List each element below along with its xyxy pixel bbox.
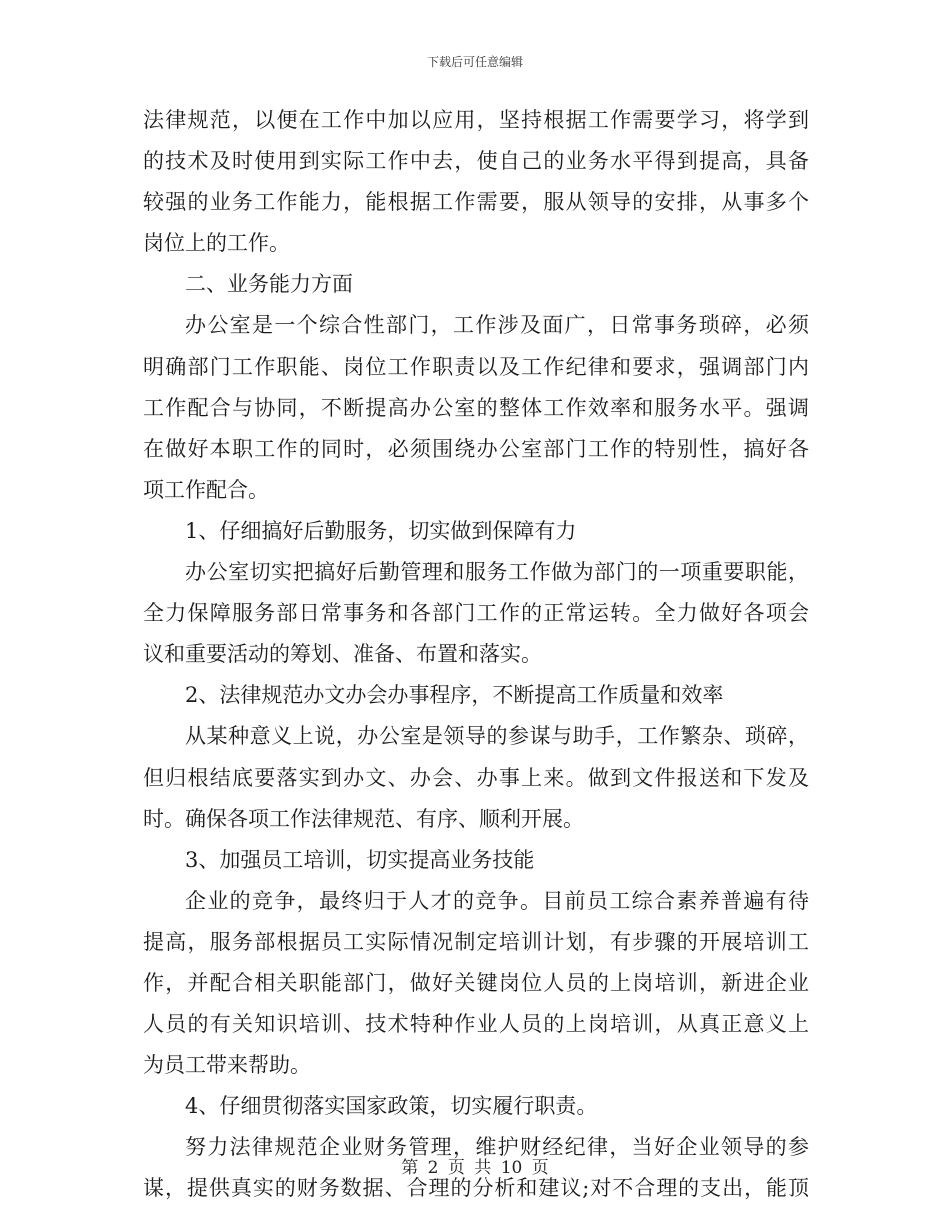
text-line: 4、仔细贯彻落实国家政策，切实履行职责。 [185, 1094, 598, 1119]
text-line: 作，并配合相关职能部门，做好关键岗位人员的上岗培训，新进企业 [143, 970, 809, 995]
text-line: 议和重要活动的筹划、准备、布置和落实。 [143, 642, 542, 667]
text-line: 全力保障服务部日常事务和各部门工作的正常运转。全力做好各项会 [143, 601, 809, 626]
text-line: 明确部门工作职能、岗位工作职责以及工作纪律和要求，强调部门内 [143, 354, 809, 379]
page-footer: 第 2 页 共 10 页 [401, 1158, 549, 1178]
text-line: 办公室切实把搞好后勤管理和服务工作做为部门的一项重要职能， [185, 560, 809, 585]
text-line: 但归根结底要落实到办文、办会、办事上来。做到文件报送和下发及 [143, 765, 809, 790]
text-line: 为员工带来帮助。 [143, 1053, 311, 1078]
text-line: 较强的业务工作能力，能根据工作需要，服从领导的安排，从事多个 [143, 190, 809, 215]
text-line: 项工作配合。 [143, 477, 269, 502]
text-line: 法律规范，以便在工作中加以应用，坚持根据工作需要学习，将学到 [143, 108, 809, 132]
text-line: 时。确保各项工作法律规范、有序、顺利开展。 [143, 806, 584, 831]
text-line: 从某种意义上说，办公室是领导的参谋与助手，工作繁杂、琐碎， [185, 724, 809, 749]
text-line: 1、仔细搞好后勤服务，切实做到保障有力 [185, 518, 577, 543]
text-line: 努力法律规范企业财务管理，维护财经纪律，当好企业领导的参 [185, 1135, 809, 1160]
text-line: 在做好本职工作的同时，必须围绕办公室部门工作的特别性，搞好各 [143, 436, 809, 461]
text-line: 谋，提供真实的财务数据、合理的分析和建议;对不合理的支出，能顶 [143, 1176, 809, 1201]
text-line: 提高，服务部根据员工实际情况制定培训计划，有步骤的开展培训工 [143, 929, 809, 954]
document-body [143, 100, 809, 1210]
text-line: 二、业务能力方面 [185, 272, 353, 297]
text-line: 的技术及时使用到实际工作中去，使自己的业务水平得到提高，具备 [143, 149, 809, 174]
text-line: 岗位上的工作。 [143, 231, 290, 256]
text-line: 人员的有关知识培训、技术特种作业人员的上岗培训，从真正意义上 [143, 1012, 809, 1037]
page-header: 下载后可任意编辑 [426, 55, 523, 69]
text-line: 企业的竞争，最终归于人才的竞争。目前员工综合素养普遍有待 [185, 888, 809, 913]
text-line: 2、法律规范办文办会办事程序，不断提高工作质量和效率 [185, 683, 724, 708]
text-line: 办公室是一个综合性部门，工作涉及面广，日常事务琐碎，必须 [185, 313, 809, 338]
text-line: 3、加强员工培训，切实提高业务技能 [185, 847, 535, 872]
text-line: 工作配合与协同，不断提高办公室的整体工作效率和服务水平。强调 [143, 395, 809, 420]
